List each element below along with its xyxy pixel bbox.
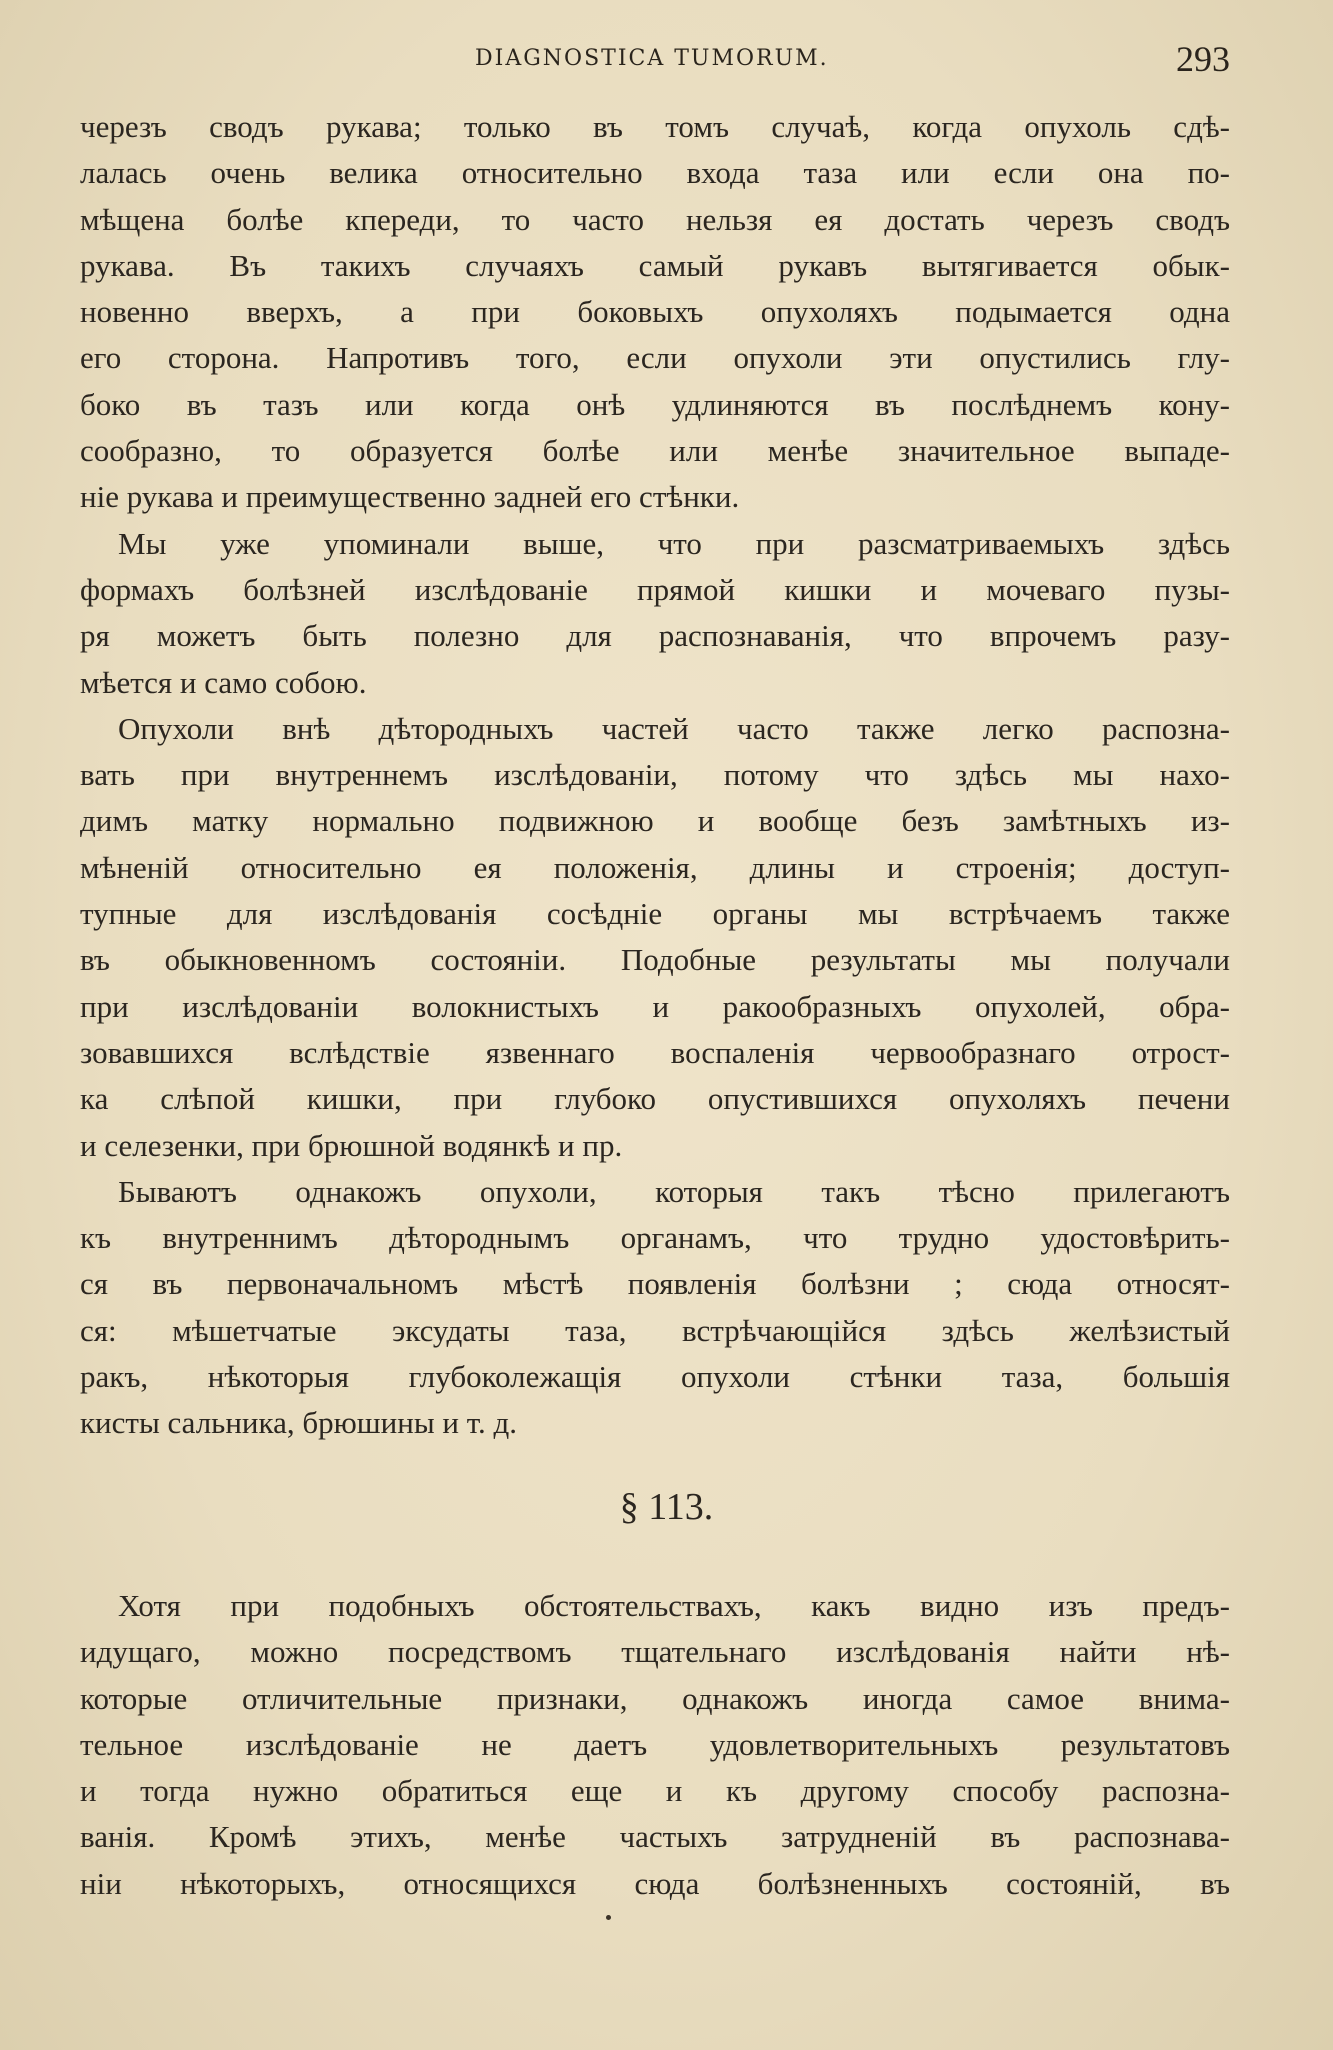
- text-line: вать при внутреннемъ изслѣдованiи, потому что здѣсь мы нахо-: [80, 757, 1230, 793]
- text-line: нiе рукава и преимущественно задней его стѣнки.: [80, 479, 740, 515]
- text-line: его сторона. Напротивъ того, если опухоли эти опустились глу-: [80, 340, 1230, 376]
- text-line: ванiя. Кромѣ этихъ, менѣе частыхъ затрудненiй въ распознава-: [80, 1819, 1230, 1855]
- text-line: къ внутреннимъ дѣтороднымъ органамъ, что трудно удостовѣрить-: [80, 1220, 1230, 1256]
- text-line: ка слѣпой кишки, при глубоко опустившихся опухоляхъ печени: [80, 1081, 1230, 1117]
- text-line: лалась очень велика относительно входа таза или если она по-: [80, 155, 1230, 191]
- text-line: рукава. Въ такихъ случаяхъ самый рукавъ вытягивается обык-: [80, 247, 1230, 283]
- text-line: Бываютъ однакожъ опухоли, которыя такъ тѣсно прилегаютъ: [118, 1173, 1230, 1209]
- text-line: формахъ болѣзней изслѣдованiе прямой кишки и мочеваго пузы-: [80, 571, 1230, 607]
- text-line: тупные для изслѣдованiя сосѣднiе органы мы встрѣчаемъ также: [80, 896, 1230, 932]
- text-line: тельное изслѣдованiе не даетъ удовлетворительныхъ результатовъ: [80, 1726, 1230, 1762]
- running-head: [80, 38, 1230, 78]
- text-line: Опухоли внѣ дѣтородныхъ частей часто также легко распозна-: [118, 710, 1230, 746]
- running-head-title: DIAGNOSTICA TUMORUM.: [475, 46, 829, 71]
- text-line: мѣненiй относительно ея положенiя, длины и строенiя; доступ-: [80, 849, 1230, 885]
- text-line: боко въ тазъ или когда онѣ удлиняются въ послѣднемъ кону-: [80, 386, 1230, 422]
- text-line: и тогда нужно обратиться еще и къ другому способу распозна-: [80, 1773, 1230, 1809]
- text-line: ся: мѣшетчатые эксудаты таза, встрѣчающiйся здѣсь желѣзистый: [80, 1312, 1230, 1348]
- text-line: которые отличительные признаки, однакожъ иногда самое внима-: [80, 1680, 1230, 1716]
- text-line: черезъ сводъ рукава; только въ томъ случаѣ, когда опухоль сдѣ-: [80, 109, 1230, 144]
- paragraph: [80, 104, 1230, 521]
- paragraph: [80, 1583, 1230, 1907]
- text-line: при изслѣдованiи волокнистыхъ и ракообразныхъ опухолей, обра-: [80, 988, 1230, 1024]
- text-line: идущаго, можно посредствомъ тщательнаго изслѣдованiя найти нѣ-: [80, 1634, 1230, 1670]
- text-line: нiи нѣкоторыхъ, относящихся сюда болѣзненныхъ состоянiй, въ: [80, 1865, 1230, 1901]
- text-line: мѣщена болѣе кпереди, то часто нельзя ея достать черезъ сводъ: [80, 201, 1230, 237]
- section-heading: § 113.: [619, 1486, 714, 1528]
- body-text-top: [80, 104, 1230, 1447]
- text-line: димъ матку нормально подвижною и вообще безъ замѣтныхъ из-: [80, 803, 1230, 839]
- text-line: ракъ, нѣкоторыя глубоколежащiя опухоли стѣнки таза, большiя: [80, 1359, 1230, 1395]
- text-line: зовавшихся вслѣдствiе язвеннаго воспаленiя червообразнаго отрост-: [80, 1034, 1230, 1070]
- body-text-bottom: [80, 1583, 1230, 1907]
- text-line: Мы уже упоминали выше, что при разсматриваемыхъ здѣсь: [118, 525, 1230, 561]
- text-line: въ обыкновенномъ состоянiи. Подобные результаты мы получали: [80, 942, 1230, 978]
- text-line: кисты сальника, брюшины и т. д.: [80, 1405, 517, 1441]
- paragraph: [80, 1169, 1230, 1447]
- text-line: мѣется и само собою.: [80, 664, 367, 700]
- text-line: ся въ первоначальномъ мѣстѣ появленiя болѣзни ; сюда относят-: [80, 1266, 1230, 1302]
- text-line: и селезенки, при брюшной водянкѣ и пр.: [80, 1127, 623, 1163]
- text-line: ря можетъ быть полезно для распознаванiя, что впрочемъ разу-: [80, 618, 1230, 654]
- paragraph: [80, 706, 1230, 1169]
- text-line: Хотя при подобныхъ обстоятельствахъ, какъ видно изъ предъ-: [118, 1588, 1230, 1623]
- text-line: новенно вверхъ, а при боковыхъ опухоляхъ подымается одна: [80, 294, 1230, 330]
- paragraph: [80, 521, 1230, 706]
- page-number: 293: [1176, 39, 1230, 79]
- ink-speck: [606, 1915, 611, 1920]
- text-line: сообразно, то образуется болѣе или менѣе значительное выпаде-: [80, 433, 1230, 469]
